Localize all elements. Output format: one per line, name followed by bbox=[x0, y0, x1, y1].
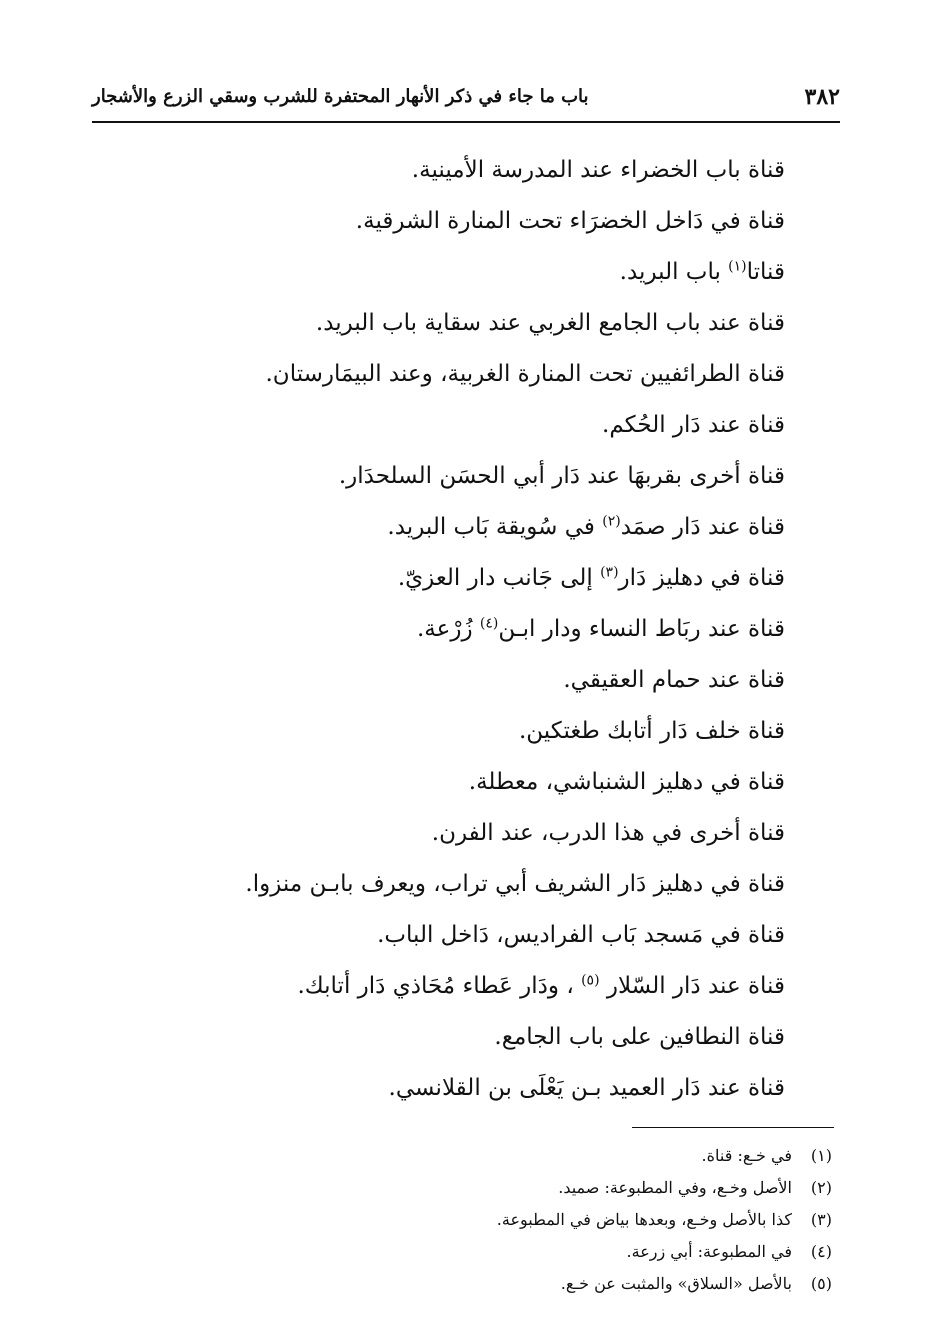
entry-text: زُرْعة. bbox=[417, 616, 480, 642]
footnote-reference: (٥) bbox=[581, 972, 600, 989]
footnote-text: الأصل وخـع، وفي المطبوعة: صميد. bbox=[558, 1178, 792, 1197]
running-title: باب ما جاء في ذكر الأنهار المحتفرة للشرب وسقي الزرع والأشجار bbox=[92, 86, 589, 107]
entry-line bbox=[145, 859, 785, 910]
entry-line bbox=[145, 706, 785, 757]
entry-line bbox=[145, 961, 785, 1012]
footnote-reference: (٤) bbox=[479, 615, 499, 632]
header-rule bbox=[92, 121, 840, 123]
entry-line bbox=[145, 196, 785, 247]
entry-line bbox=[145, 502, 785, 553]
page-number: ٣٨٢ bbox=[804, 84, 840, 110]
entry-text: قناة عند ربَاط النساء ودار ابـن bbox=[498, 616, 785, 642]
footnote-text: في المطبوعة: أبي زرعة. bbox=[626, 1242, 792, 1261]
entry-line bbox=[145, 400, 785, 451]
entry-line bbox=[145, 757, 785, 808]
entry-text: قناة عند دَار الحُكم. bbox=[602, 412, 785, 438]
footnote-text: بالأصل «السلاق» والمثبت عن خـع. bbox=[560, 1274, 792, 1293]
entry-text: قناة أخرى في هذا الدرب، عند الفرن. bbox=[431, 820, 785, 846]
page-header bbox=[92, 80, 840, 120]
entry-text: قناة أخرى بقربهَا عند دَار أبي الحسَن السلحدَار. bbox=[338, 463, 785, 489]
entry-text: قناة عند دَار السّلار bbox=[599, 973, 785, 999]
entry-line bbox=[145, 145, 785, 196]
entry-line bbox=[145, 910, 785, 961]
footnote bbox=[272, 1204, 832, 1236]
footnote-number: (٢) bbox=[810, 1178, 832, 1197]
entry-line bbox=[145, 604, 785, 655]
entry-text: إلى جَانب دار العزيّ. bbox=[397, 565, 601, 591]
footnote bbox=[272, 1236, 832, 1268]
entry-line bbox=[145, 808, 785, 859]
entry-line bbox=[145, 1012, 785, 1063]
entry-text: قناة عند باب الجامع الغربي عند سقاية باب البريد. bbox=[315, 310, 785, 336]
entry-text: قناة النطافين على باب الجامع. bbox=[494, 1024, 785, 1050]
footnote-text: كذا بالأصل وخـع، وبعدها بياض في المطبوعة. bbox=[496, 1210, 792, 1229]
entry-text: قناة عند حمام العقيقي. bbox=[563, 667, 785, 693]
footnote-number: (٤) bbox=[810, 1242, 832, 1261]
entry-text: قناة خلف دَار أتابك طغتكين. bbox=[518, 718, 785, 744]
footnote-reference: (٣) bbox=[600, 564, 619, 581]
entry-text: ، ودَار عَطاء مُحَاذي دَار أتابك. bbox=[297, 973, 582, 999]
entry-line bbox=[145, 247, 785, 298]
entry-text: باب البريد. bbox=[619, 259, 729, 285]
footnote-number: (٥) bbox=[810, 1274, 832, 1293]
footnote-text: في خـع: قناة. bbox=[701, 1146, 792, 1165]
footnote-list bbox=[272, 1140, 832, 1300]
footnote-reference: (٢) bbox=[602, 513, 621, 530]
entry-text: قناة في دهليز دَار الشريف أبي تراب، ويعرف بابـن منزوا. bbox=[245, 871, 785, 897]
footnote-number: (٣) bbox=[810, 1210, 832, 1229]
entry-line bbox=[145, 349, 785, 400]
entry-text: قناة في مَسجد بَاب الفراديس، دَاخل الباب. bbox=[377, 922, 785, 948]
footnote bbox=[272, 1268, 832, 1300]
entry-text: قناة في دهليز دَار bbox=[618, 565, 785, 591]
entry-line bbox=[145, 451, 785, 502]
entry-line bbox=[145, 1063, 785, 1114]
entry-line bbox=[145, 655, 785, 706]
entry-text: قناتا bbox=[746, 259, 785, 285]
entry-text: قناة عند دَار صمَد bbox=[620, 514, 785, 540]
entry-line bbox=[145, 553, 785, 604]
footnote-separator bbox=[632, 1127, 834, 1128]
entry-text: قناة الطرائفيين تحت المنارة الغربية، وعند البيمَارستان. bbox=[265, 361, 785, 387]
entry-line bbox=[145, 298, 785, 349]
footnote bbox=[272, 1172, 832, 1204]
entry-text: في سُويقة بَاب البريد. bbox=[387, 514, 603, 540]
entry-text: قناة في دهليز الشنباشي، معطلة. bbox=[468, 769, 785, 795]
entry-text: قناة باب الخضراء عند المدرسة الأمينية. bbox=[411, 157, 785, 183]
footnote bbox=[272, 1140, 832, 1172]
entry-list bbox=[145, 145, 785, 1114]
entry-text: قناة في دَاخل الخضرَاء تحت المنارة الشرقية. bbox=[355, 208, 785, 234]
entry-text: قناة عند دَار العميد بـن يَعْلَى بن القلانسي. bbox=[388, 1075, 785, 1101]
footnote-number: (١) bbox=[810, 1146, 832, 1165]
footnote-reference: (١) bbox=[728, 258, 747, 275]
